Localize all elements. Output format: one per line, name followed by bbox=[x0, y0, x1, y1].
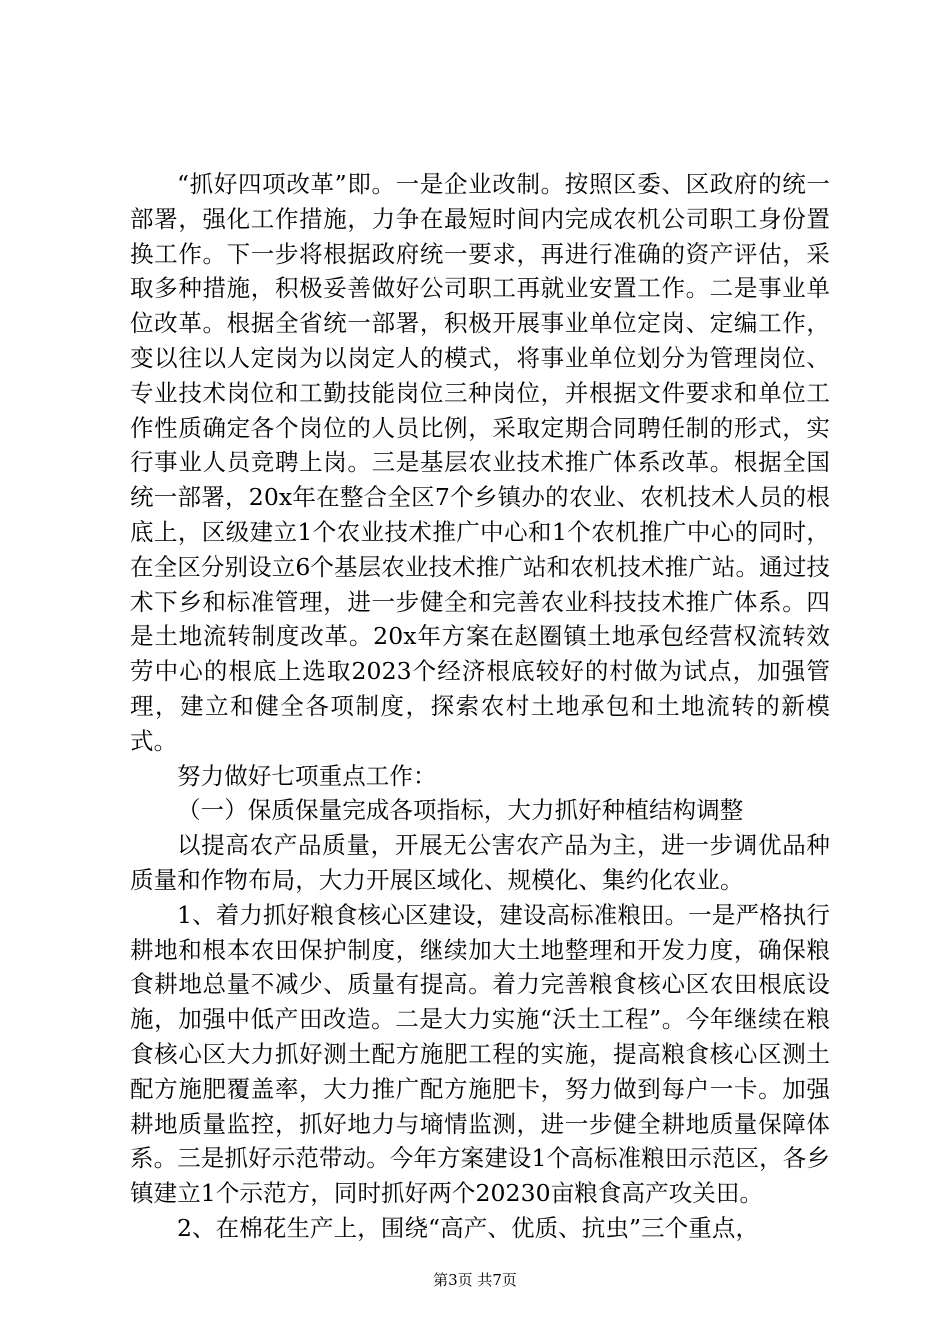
paragraph-intro: 以提高农产品质量，开展无公害农产品为主，进一步调优品种质量和作物布局，大力开展区域化、规模化、集约化农业。 bbox=[130, 831, 830, 894]
document-body bbox=[130, 167, 830, 1246]
paragraph-item-2: 2、在棉花生产上，围绕“高产、优质、抗虫”三个重点， bbox=[177, 1213, 760, 1242]
paragraph-four-reforms: “抓好四项改革”即。一是企业改制。按照区委、区政府的统一部署，强化工作措施，力争在最短时间内完成农机公司职工身份置换工作。下一步将根据政府统一要求，再进行准确的资产评估，采取多种措施，积极妥善做好公司职工再就业安置工作。二是事业单位改革。根据全省统一部署，积极开展事业单位定岗、定编工作，变以往以人定岗为以岗定人的模式，将事业单位划分为管理岗位、专业技术岗位和工勤技能岗位三种岗位，并根据文件要求和单位工作性质确定各个岗位的人员比例，采取定期合同聘任制的形式，实行事业人员竞聘上岗。三是基层农业技术推广体系改革。根据全国统一部署，20x年在整合全区7个乡镇办的农业、农机技术人员的根底上，区级建立1个农业技术推广中心和1个农机推广中心的同时，在全区分别设立6个基层农业技术推广站和农机技术推广站。通过技术下乡和标准管理，进一步健全和完善农业科技技术推广体系。四是土地流转制度改革。20x年方案在赵圈镇土地承包经营权流转效劳中心的根底上选取2023个经济根底较好的村做为试点，加强管理，建立和健全各项制度，探索农村土地承包和土地流转的新模式。 bbox=[130, 170, 830, 755]
paragraph-item-1: 1、着力抓好粮食核心区建设，建设高标准粮田。一是严格执行耕地和根本农田保护制度，继续加大土地整理和开发力度，确保粮食耕地总量不减少、质量有提高。着力完善粮食核心区农田根底设施，加强中低产田改造。二是大力实施“沃土工程”。今年继续在粮食核心区大力抓好测土配方施肥工程的实施，提高粮食核心区测土配方施肥覆盖率，大力推广配方施肥卡，努力做到每户一卡。加强耕地质量监控，抓好地力与墒情监测，进一步健全耕地质量保障体系。三是抓好示范带动。今年方案建设1个高标准粮田示范区，各乡镇建立1个示范方，同时抓好两个20230亩粮食高产攻关田。 bbox=[130, 900, 830, 1208]
page-number-footer: 第3页 共7页 bbox=[433, 1271, 517, 1289]
section-heading-1: （一）保质保量完成各项指标，大力抓好种植结构调整 bbox=[177, 796, 744, 825]
paragraph-seven-key-tasks: 努力做好七项重点工作： bbox=[177, 761, 437, 790]
